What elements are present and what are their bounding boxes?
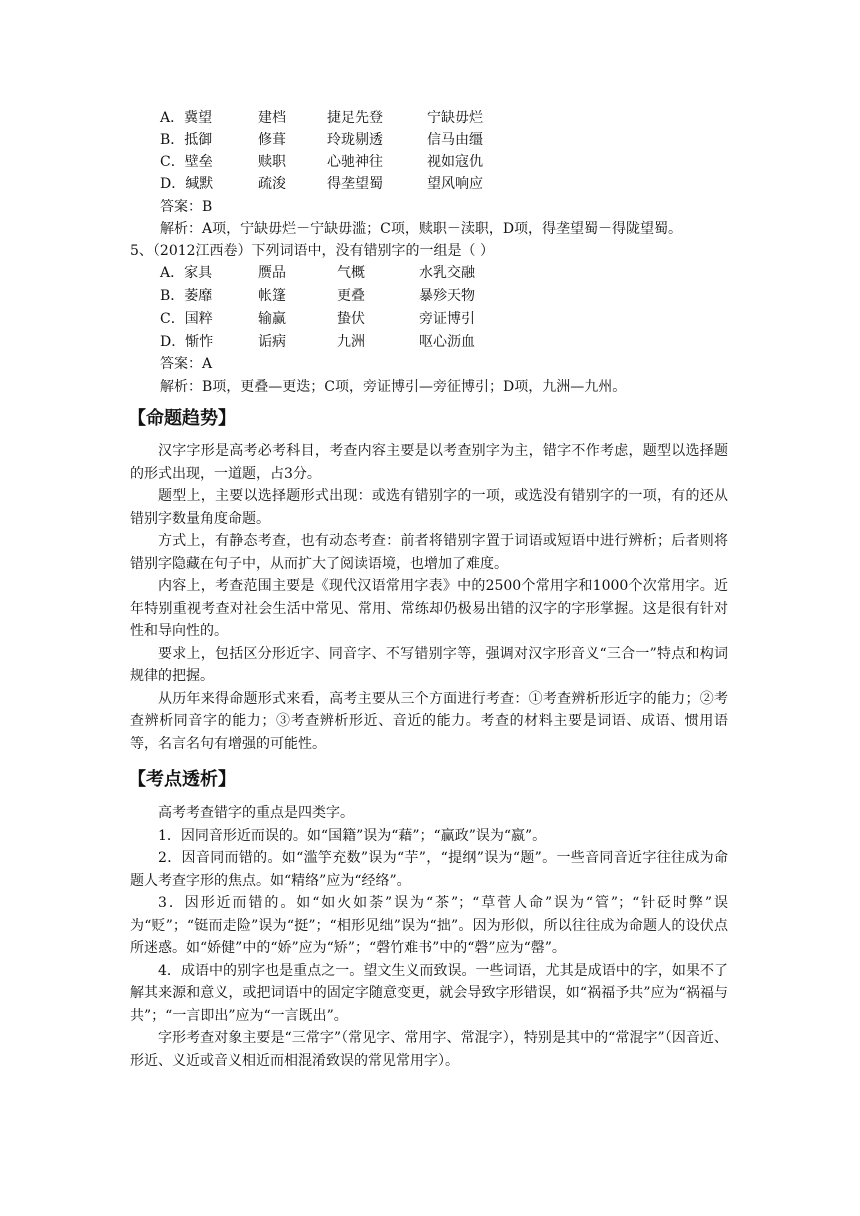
- q4-option-d-label: D．缄默: [160, 176, 214, 192]
- q5-option-b-word2: 帐篷: [258, 288, 286, 304]
- trends-paragraph: 方式上，有静态考查，也有动态考查：前者将错别字置于词语或短语中进行辨析；后者则将错别字隐藏在句子中，从而扩大了阅读语境，也增加了难度。: [130, 533, 728, 572]
- q5-option-b-word3: 更叠: [337, 288, 365, 304]
- analysis-paragraph: 3．因形近而错的。如“如火如荼”误为“茶”；“草菅人命”误为“管”；“针砭时弊”误为“贬”；“铤而走险”误为“挺”；“相形见绌”误为“拙”。因为形似，所以往往成为命题人的设伏点所迷惑。如“娇健”中的“娇”应为“矫”；“磬竹难书”中的“磬”应为“罄”。: [130, 895, 728, 956]
- q4-option-a-label: A．冀望: [160, 110, 213, 126]
- section-trends-body: [130, 440, 728, 755]
- q5-analysis: 解析：B项，更叠—更迭；C项，旁证博引—旁征博引；D项，九洲—九州。: [160, 379, 627, 395]
- analysis-paragraph: 4．成语中的别字也是重点之一。望文生义而致误。一些词语，尤其是成语中的字，如果不了解其来源和意义，或把词语中的固定字随意变更，就会导致字形错误，如“祸福予共”应为“祸福与共”；“一言即出”应为“一言既出”。: [130, 962, 728, 1024]
- q5-option-c-word2: 输赢: [258, 311, 286, 327]
- trends-paragraph: 题型上，主要以选择题形式出现：或选有错别字的一项，或选没有错别字的一项，有的还从错别字数量角度命题。: [130, 488, 728, 527]
- q5-option-c-word3: 蛰伏: [337, 311, 365, 327]
- q4-analysis: 解析：A项，宁缺毋烂－宁缺毋滥；C项，赎职－渎职，D项，得垄望蜀－得陇望蜀。: [160, 221, 683, 237]
- q5-option-a-word3: 气概: [337, 265, 365, 281]
- section-analysis-body: [130, 802, 728, 1072]
- q5-option-d-word4: 呕心沥血: [419, 334, 475, 350]
- q4-option-a-word4: 宁缺毋烂: [427, 110, 483, 126]
- q4-option-b-word2: 修葺: [258, 132, 286, 148]
- q5-option-b-label: B．萎靡: [160, 288, 213, 304]
- section-title-trends: 【命题趋势】: [128, 408, 236, 429]
- q4-option-a-word2: 建档: [258, 110, 286, 126]
- analysis-paragraph: 2．因音同而错的。如“滥竽充数”误为“芋”，“提纲”误为“题”。一些音同音近字往往成为命题人考查字形的焦点。如“精络”应为“经络”。: [130, 850, 728, 889]
- q5-option-d-word3: 九洲: [337, 334, 365, 350]
- trends-paragraph: 汉字字形是高考必考科目，考查内容主要是以考查别字为主，错字不作考虑，题型以选择题的形式出现，一道题，占3分。: [130, 443, 728, 482]
- q4-option-d-word4: 望风响应: [427, 176, 483, 192]
- q5-option-b-word4: 暴殄天物: [419, 288, 475, 304]
- q5-option-c-label: C．国粹: [160, 311, 213, 327]
- q4-option-b-word4: 信马由缰: [427, 132, 483, 148]
- q4-option-a-word3: 捷足先登: [327, 110, 383, 126]
- q4-option-d-word2: 疏浚: [258, 176, 286, 192]
- q4-option-b-word3: 玲珑剔透: [327, 132, 383, 148]
- analysis-paragraph: 1．因同音形近而误的。如“国籍”误为“藉”；“赢政”误为“嬴”。: [158, 827, 547, 844]
- q4-option-c-label: C．壁垒: [160, 154, 213, 170]
- q4-option-b-label: B．抵御: [160, 132, 213, 148]
- q4-option-c-word2: 赎职: [258, 154, 286, 170]
- q5-option-a-label: A．家具: [160, 265, 213, 281]
- section-title-analysis: 【考点透析】: [128, 769, 236, 790]
- analysis-paragraph: 高考考查错字的重点是四类字。: [158, 805, 354, 821]
- q4-option-c-word3: 心驰神往: [327, 154, 383, 170]
- q5-option-a-word4: 水乳交融: [419, 265, 475, 281]
- trends-paragraph: 要求上，包括区分形近字、同音字、不写错别字等，强调对汉字形音义“三合一”特点和构词规律的把握。: [130, 645, 728, 684]
- q4-option-c-word4: 视如寇仇: [427, 154, 483, 170]
- q5-option-a-word2: 赝品: [258, 265, 286, 281]
- trends-paragraph: 内容上，考查范围主要是《现代汉语常用字表》中的2500个常用字和1000个次常用字。近年特别重视考查对社会生活中常见、常用、常练却仍极易出错的汉字的字形掌握。这是很有针对性和导向性的。: [130, 578, 728, 639]
- q4-option-d-word3: 得垄望蜀: [327, 176, 383, 192]
- analysis-paragraph: 字形考查对象主要是“三常字”（常见字、常用字、常混字），特别是其中的“常混字”（因音近、形近、义近或音义相近而相混淆致误的常见常用字）。: [130, 1030, 728, 1069]
- q5-answer: 答案：A: [160, 356, 213, 372]
- q5-option-c-word4: 旁证博引: [419, 311, 475, 327]
- q4-answer: 答案：B: [160, 199, 213, 215]
- q5-option-d-word2: 诟病: [258, 334, 286, 350]
- trends-paragraph: 从历年来得命题形式来看，高考主要从三个方面进行考查：①考查辨析形近字的能力；②考查辨析同音字的能力；③考查辨析形近、音近的能力。考查的材料主要是词语、成语、惯用语等，名言名句有增强的可能性。: [130, 690, 728, 752]
- q5-stem: 5、（2012江西卷）下列词语中，没有错别字的一组是（ ）: [130, 243, 494, 259]
- q5-option-d-label: D．惭怍: [160, 334, 214, 350]
